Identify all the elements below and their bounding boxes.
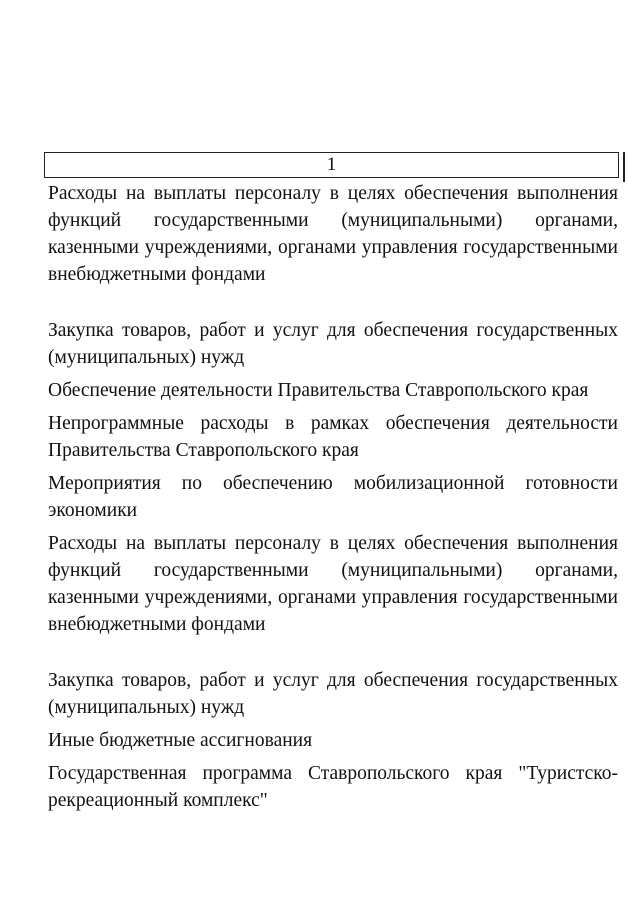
list-item: Государственная программа Ставропольского края "Туристско-рекреационный комплекс" (48, 763, 618, 811)
list-item: Мероприятия по обеспечению мобилизационной готовности экономики (48, 473, 618, 521)
column-number: 1 (326, 154, 337, 175)
list-item: Закупка товаров, работ и услуг для обеспечения государственных (муниципальных) нужд (48, 320, 618, 368)
table-border-edge (623, 152, 625, 182)
list-item: Иные бюджетные ассигнования (48, 730, 313, 751)
list-item: Обеспечение деятельности Правительства Ставропольского края (48, 380, 589, 401)
list-item: Закупка товаров, работ и услуг для обеспечения государственных (муниципальных) нужд (48, 670, 618, 718)
list-item: Расходы на выплаты персоналу в целях обеспечения выполнения функций государственными (муниципальными) органами, казенными учреждениями, органами управления государственными внебюджетными фондами (48, 183, 618, 285)
expense-items-list (48, 180, 618, 820)
list-item: Непрограммные расходы в рамках обеспечения деятельности Правительства Ставропольского края (48, 413, 618, 461)
list-item: Расходы на выплаты персоналу в целях обеспечения выполнения функций государственными (муниципальными) органами, казенными учреждениями, органами управления государственными внебюджетными фондами (48, 533, 618, 635)
table-header-cell (44, 152, 619, 178)
